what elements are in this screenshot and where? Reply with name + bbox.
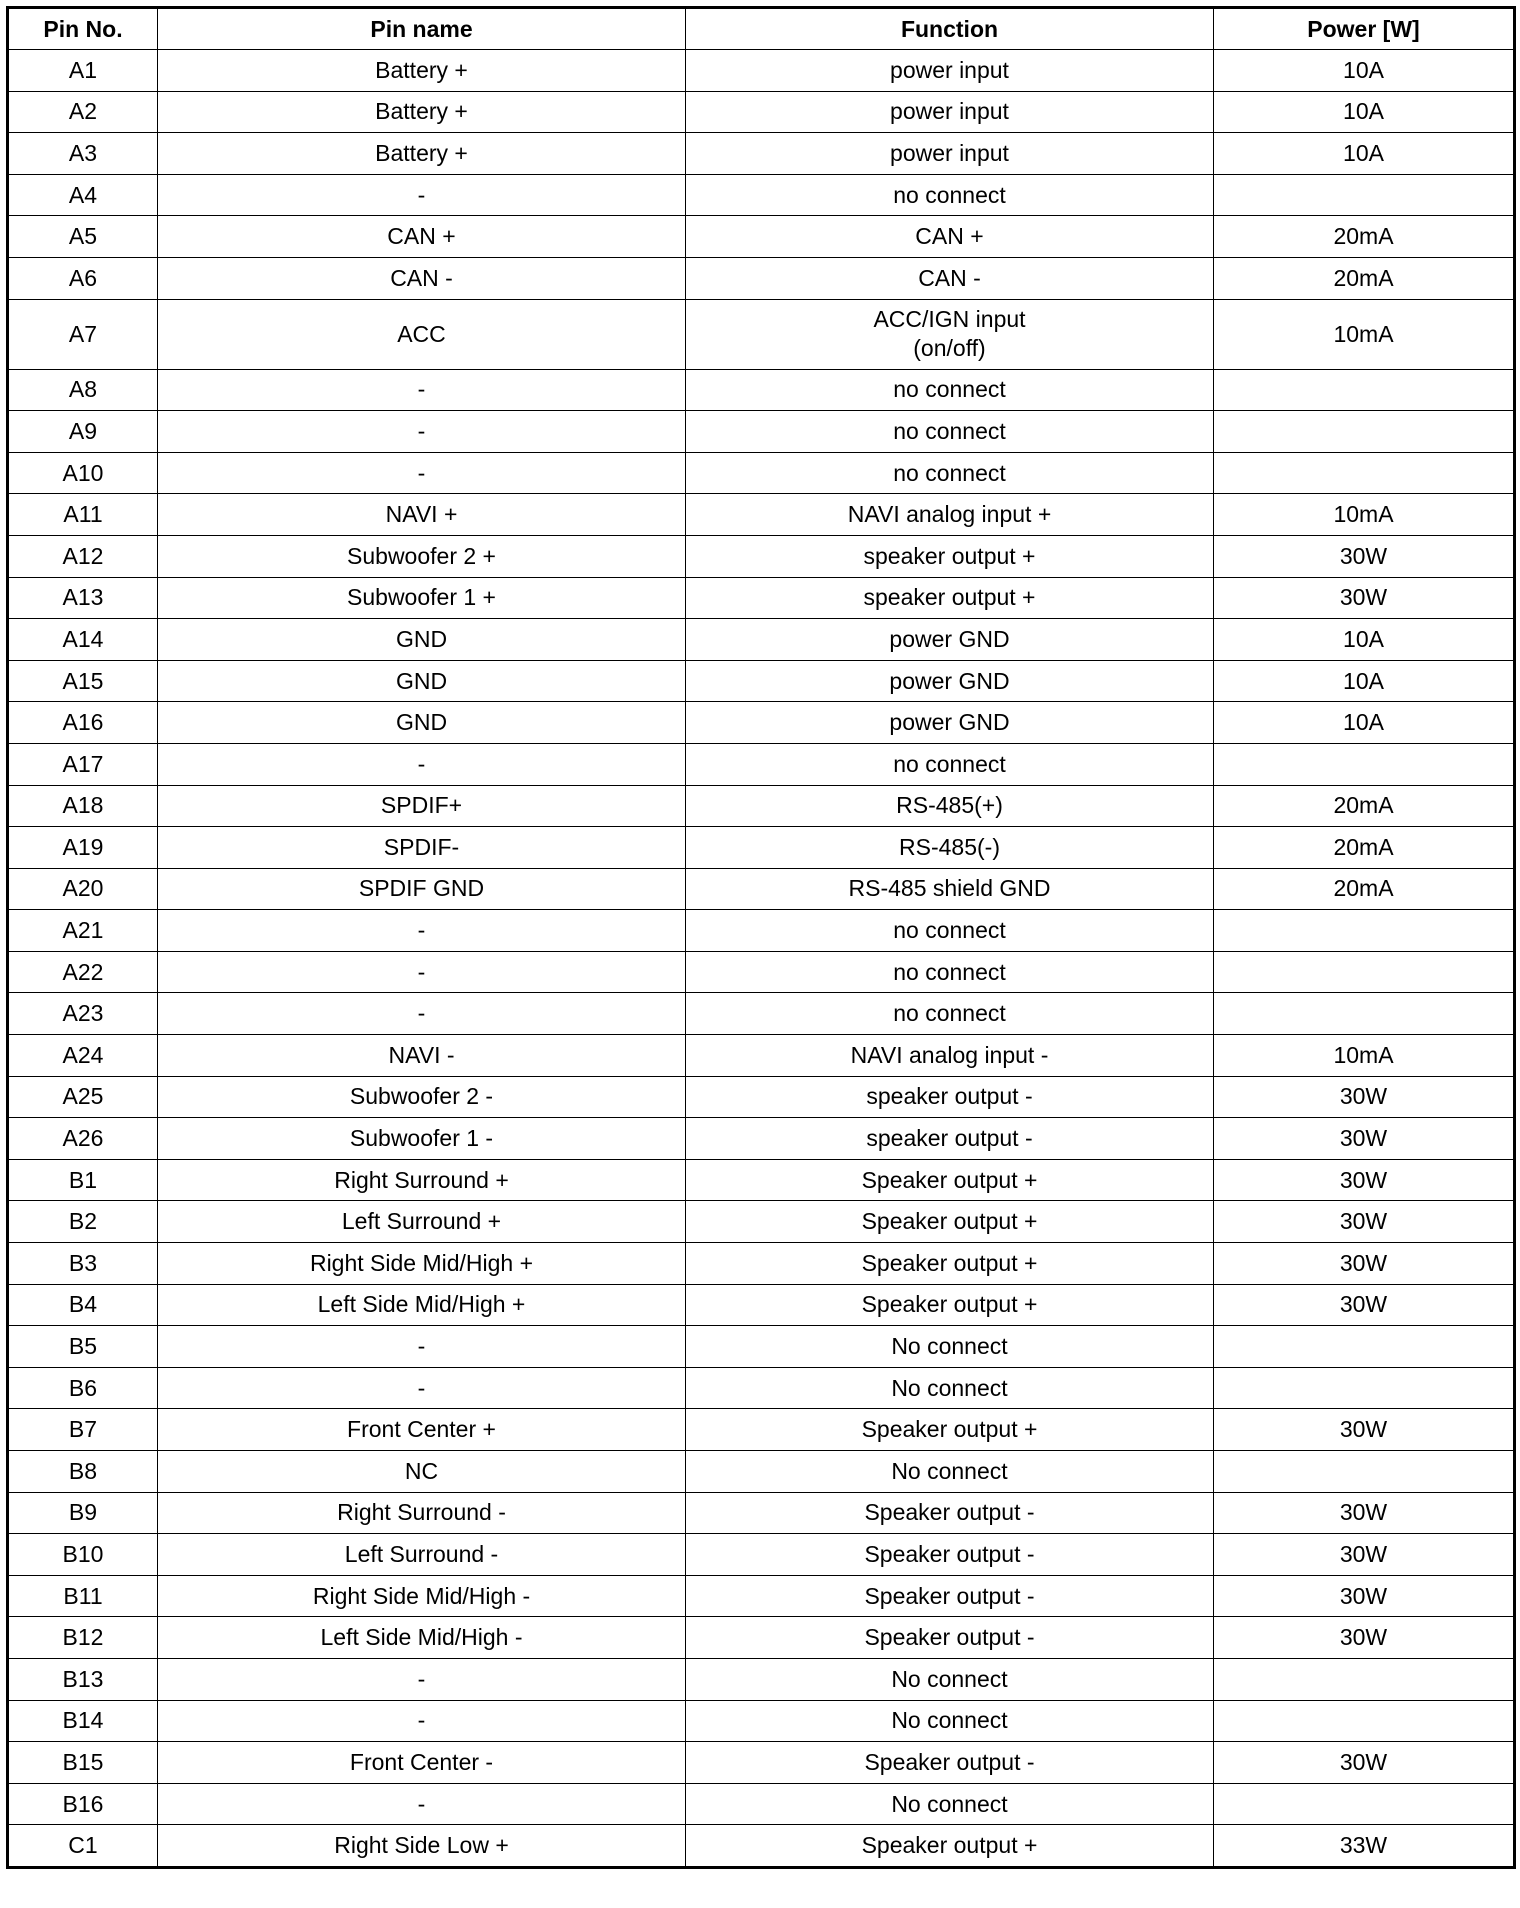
- pin-name-cell: Left Surround -: [158, 1534, 686, 1576]
- pin-name-cell: CAN +: [158, 216, 686, 258]
- table-row: [8, 1118, 1515, 1160]
- pin-name-cell: ACC: [158, 299, 686, 369]
- power-cell: 20mA: [1214, 257, 1515, 299]
- power-cell: 10mA: [1214, 1035, 1515, 1077]
- function-cell: No connect: [686, 1783, 1214, 1825]
- power-cell: 30W: [1214, 1159, 1515, 1201]
- pin-number-cell: A3: [8, 133, 158, 175]
- power-cell: 10A: [1214, 702, 1515, 744]
- pin-number-cell: B13: [8, 1658, 158, 1700]
- function-cell: power GND: [686, 619, 1214, 661]
- table-row: [8, 743, 1515, 785]
- power-cell: 30W: [1214, 1076, 1515, 1118]
- power-cell: 30W: [1214, 1201, 1515, 1243]
- power-cell: [1214, 951, 1515, 993]
- table-row: [8, 951, 1515, 993]
- pin-number-cell: A23: [8, 993, 158, 1035]
- function-cell: No connect: [686, 1367, 1214, 1409]
- power-cell: [1214, 1658, 1515, 1700]
- pin-number-cell: A20: [8, 868, 158, 910]
- pin-number-cell: B10: [8, 1534, 158, 1576]
- power-cell: 10A: [1214, 91, 1515, 133]
- table-row: [8, 1201, 1515, 1243]
- table-row: [8, 1617, 1515, 1659]
- pin-number-cell: A8: [8, 369, 158, 411]
- pin-name-cell: Right Side Mid/High -: [158, 1575, 686, 1617]
- power-cell: 20mA: [1214, 216, 1515, 258]
- table-row: [8, 1700, 1515, 1742]
- table-row: [8, 1409, 1515, 1451]
- table-row: [8, 1284, 1515, 1326]
- table-row: [8, 1076, 1515, 1118]
- power-cell: [1214, 1783, 1515, 1825]
- power-cell: 30W: [1214, 1742, 1515, 1784]
- power-cell: [1214, 910, 1515, 952]
- pin-name-cell: SPDIF+: [158, 785, 686, 827]
- table-row: [8, 452, 1515, 494]
- pin-number-cell: A13: [8, 577, 158, 619]
- header-power: Power [W]: [1214, 8, 1515, 50]
- pin-number-cell: A11: [8, 494, 158, 536]
- function-cell: Speaker output -: [686, 1534, 1214, 1576]
- table-row: [8, 619, 1515, 661]
- power-cell: 30W: [1214, 1534, 1515, 1576]
- table-row: [8, 577, 1515, 619]
- function-cell: Speaker output -: [686, 1492, 1214, 1534]
- pin-name-cell: Right Side Mid/High +: [158, 1243, 686, 1285]
- power-cell: 30W: [1214, 577, 1515, 619]
- power-cell: 20mA: [1214, 785, 1515, 827]
- function-cell: No connect: [686, 1658, 1214, 1700]
- pin-number-cell: B8: [8, 1451, 158, 1493]
- pin-name-cell: Battery +: [158, 133, 686, 175]
- power-cell: [1214, 452, 1515, 494]
- function-cell: Speaker output +: [686, 1825, 1214, 1868]
- function-cell: Speaker output +: [686, 1159, 1214, 1201]
- pin-name-cell: Battery +: [158, 50, 686, 92]
- power-cell: [1214, 411, 1515, 453]
- table-row: [8, 1159, 1515, 1201]
- function-cell: Speaker output -: [686, 1617, 1214, 1659]
- pin-name-cell: Front Center +: [158, 1409, 686, 1451]
- function-cell: power GND: [686, 660, 1214, 702]
- power-cell: 10mA: [1214, 494, 1515, 536]
- pin-number-cell: B3: [8, 1243, 158, 1285]
- power-cell: [1214, 369, 1515, 411]
- table-row: [8, 1742, 1515, 1784]
- pin-number-cell: A9: [8, 411, 158, 453]
- function-cell: no connect: [686, 743, 1214, 785]
- function-cell: no connect: [686, 174, 1214, 216]
- power-cell: 10A: [1214, 133, 1515, 175]
- pin-number-cell: A7: [8, 299, 158, 369]
- power-cell: 10A: [1214, 619, 1515, 661]
- table-row: [8, 660, 1515, 702]
- pin-name-cell: Right Surround -: [158, 1492, 686, 1534]
- pin-name-cell: Left Side Mid/High +: [158, 1284, 686, 1326]
- table-row: [8, 216, 1515, 258]
- function-cell: Speaker output +: [686, 1284, 1214, 1326]
- table-row: [8, 299, 1515, 369]
- table-body: [8, 50, 1515, 1868]
- header-function: Function: [686, 8, 1214, 50]
- pin-number-cell: B4: [8, 1284, 158, 1326]
- pin-name-cell: Right Side Low +: [158, 1825, 686, 1868]
- pin-number-cell: A25: [8, 1076, 158, 1118]
- pin-name-cell: Right Surround +: [158, 1159, 686, 1201]
- function-cell: speaker output -: [686, 1118, 1214, 1160]
- pin-number-cell: B5: [8, 1326, 158, 1368]
- pin-name-cell: GND: [158, 619, 686, 661]
- function-cell: power input: [686, 133, 1214, 175]
- function-cell: Speaker output +: [686, 1201, 1214, 1243]
- pin-number-cell: B9: [8, 1492, 158, 1534]
- power-cell: 30W: [1214, 1409, 1515, 1451]
- pin-name-cell: -: [158, 1783, 686, 1825]
- power-cell: [1214, 174, 1515, 216]
- function-cell: power GND: [686, 702, 1214, 744]
- pin-number-cell: A1: [8, 50, 158, 92]
- function-cell: No connect: [686, 1700, 1214, 1742]
- function-cell: NAVI analog input +: [686, 494, 1214, 536]
- function-cell: no connect: [686, 452, 1214, 494]
- power-cell: [1214, 993, 1515, 1035]
- table-row: [8, 1451, 1515, 1493]
- function-cell: Speaker output +: [686, 1409, 1214, 1451]
- function-cell: RS-485(-): [686, 827, 1214, 869]
- pin-assignment-table: [6, 6, 1516, 1869]
- pin-name-cell: -: [158, 1658, 686, 1700]
- table-row: [8, 1534, 1515, 1576]
- function-cell: no connect: [686, 369, 1214, 411]
- table-row: [8, 1658, 1515, 1700]
- function-cell: ACC/IGN input (on/off): [686, 299, 1214, 369]
- pin-number-cell: A12: [8, 535, 158, 577]
- pin-name-cell: -: [158, 174, 686, 216]
- function-cell: RS-485 shield GND: [686, 868, 1214, 910]
- table-row: [8, 50, 1515, 92]
- table-row: [8, 1367, 1515, 1409]
- pin-name-cell: Left Side Mid/High -: [158, 1617, 686, 1659]
- table-row: [8, 1326, 1515, 1368]
- function-cell: CAN +: [686, 216, 1214, 258]
- table-row: [8, 133, 1515, 175]
- function-cell: no connect: [686, 411, 1214, 453]
- pin-name-cell: -: [158, 910, 686, 952]
- power-cell: 30W: [1214, 535, 1515, 577]
- pin-name-cell: -: [158, 1700, 686, 1742]
- table-row: [8, 910, 1515, 952]
- pin-number-cell: A5: [8, 216, 158, 258]
- function-cell: CAN -: [686, 257, 1214, 299]
- pin-number-cell: B16: [8, 1783, 158, 1825]
- function-cell: No connect: [686, 1326, 1214, 1368]
- table-row: [8, 535, 1515, 577]
- table-row: [8, 868, 1515, 910]
- function-cell: no connect: [686, 993, 1214, 1035]
- table-row: [8, 1825, 1515, 1868]
- pin-name-cell: Subwoofer 1 -: [158, 1118, 686, 1160]
- pin-number-cell: A15: [8, 660, 158, 702]
- pin-name-cell: NC: [158, 1451, 686, 1493]
- function-cell: no connect: [686, 951, 1214, 993]
- function-cell: power input: [686, 50, 1214, 92]
- pin-number-cell: B11: [8, 1575, 158, 1617]
- table-row: [8, 369, 1515, 411]
- power-cell: 30W: [1214, 1118, 1515, 1160]
- power-cell: [1214, 1451, 1515, 1493]
- pin-name-cell: -: [158, 1367, 686, 1409]
- function-cell: Speaker output -: [686, 1742, 1214, 1784]
- pin-number-cell: A18: [8, 785, 158, 827]
- pin-name-cell: SPDIF GND: [158, 868, 686, 910]
- power-cell: 10A: [1214, 50, 1515, 92]
- table-row: [8, 785, 1515, 827]
- pin-name-cell: GND: [158, 660, 686, 702]
- pin-number-cell: B7: [8, 1409, 158, 1451]
- table-row: [8, 1492, 1515, 1534]
- power-cell: 30W: [1214, 1617, 1515, 1659]
- pin-number-cell: A26: [8, 1118, 158, 1160]
- power-cell: [1214, 1367, 1515, 1409]
- pin-number-cell: B6: [8, 1367, 158, 1409]
- pin-name-cell: CAN -: [158, 257, 686, 299]
- pin-table-container: [6, 6, 1513, 1869]
- table-row: [8, 1575, 1515, 1617]
- pin-name-cell: NAVI +: [158, 494, 686, 536]
- power-cell: 20mA: [1214, 827, 1515, 869]
- function-cell: Speaker output +: [686, 1243, 1214, 1285]
- function-cell: no connect: [686, 910, 1214, 952]
- pin-name-cell: Left Surround +: [158, 1201, 686, 1243]
- power-cell: [1214, 1326, 1515, 1368]
- pin-name-cell: Battery +: [158, 91, 686, 133]
- pin-number-cell: A10: [8, 452, 158, 494]
- power-cell: 30W: [1214, 1575, 1515, 1617]
- pin-name-cell: -: [158, 993, 686, 1035]
- pin-name-cell: Front Center -: [158, 1742, 686, 1784]
- pin-number-cell: B1: [8, 1159, 158, 1201]
- table-row: [8, 702, 1515, 744]
- function-cell: speaker output +: [686, 577, 1214, 619]
- pin-number-cell: A21: [8, 910, 158, 952]
- pin-name-cell: -: [158, 411, 686, 453]
- pin-name-cell: -: [158, 369, 686, 411]
- pin-number-cell: A24: [8, 1035, 158, 1077]
- function-cell: RS-485(+): [686, 785, 1214, 827]
- power-cell: 30W: [1214, 1284, 1515, 1326]
- function-cell: speaker output +: [686, 535, 1214, 577]
- pin-name-cell: -: [158, 951, 686, 993]
- pin-number-cell: A14: [8, 619, 158, 661]
- pin-name-cell: Subwoofer 1 +: [158, 577, 686, 619]
- power-cell: 10mA: [1214, 299, 1515, 369]
- table-row: [8, 257, 1515, 299]
- function-cell: No connect: [686, 1451, 1214, 1493]
- table-row: [8, 1035, 1515, 1077]
- pin-number-cell: A17: [8, 743, 158, 785]
- header-pin-no: Pin No.: [8, 8, 158, 50]
- pin-number-cell: A4: [8, 174, 158, 216]
- table-header-row: [8, 8, 1515, 50]
- power-cell: 30W: [1214, 1492, 1515, 1534]
- pin-number-cell: B14: [8, 1700, 158, 1742]
- table-row: [8, 827, 1515, 869]
- function-cell: power input: [686, 91, 1214, 133]
- power-cell: 33W: [1214, 1825, 1515, 1868]
- function-cell: NAVI analog input -: [686, 1035, 1214, 1077]
- function-cell: Speaker output -: [686, 1575, 1214, 1617]
- function-cell: speaker output -: [686, 1076, 1214, 1118]
- power-cell: 20mA: [1214, 868, 1515, 910]
- pin-number-cell: B2: [8, 1201, 158, 1243]
- power-cell: 30W: [1214, 1243, 1515, 1285]
- pin-number-cell: A22: [8, 951, 158, 993]
- table-row: [8, 494, 1515, 536]
- pin-number-cell: B15: [8, 1742, 158, 1784]
- pin-name-cell: -: [158, 1326, 686, 1368]
- pin-name-cell: SPDIF-: [158, 827, 686, 869]
- table-row: [8, 91, 1515, 133]
- table-row: [8, 411, 1515, 453]
- pin-number-cell: B12: [8, 1617, 158, 1659]
- pin-name-cell: GND: [158, 702, 686, 744]
- pin-name-cell: -: [158, 452, 686, 494]
- pin-name-cell: NAVI -: [158, 1035, 686, 1077]
- pin-number-cell: A16: [8, 702, 158, 744]
- power-cell: [1214, 743, 1515, 785]
- power-cell: [1214, 1700, 1515, 1742]
- pin-name-cell: Subwoofer 2 -: [158, 1076, 686, 1118]
- header-pin-name: Pin name: [158, 8, 686, 50]
- pin-number-cell: C1: [8, 1825, 158, 1868]
- table-row: [8, 1243, 1515, 1285]
- pin-name-cell: -: [158, 743, 686, 785]
- table-row: [8, 1783, 1515, 1825]
- pin-name-cell: Subwoofer 2 +: [158, 535, 686, 577]
- table-row: [8, 174, 1515, 216]
- table-row: [8, 993, 1515, 1035]
- pin-number-cell: A6: [8, 257, 158, 299]
- pin-number-cell: A2: [8, 91, 158, 133]
- pin-number-cell: A19: [8, 827, 158, 869]
- power-cell: 10A: [1214, 660, 1515, 702]
